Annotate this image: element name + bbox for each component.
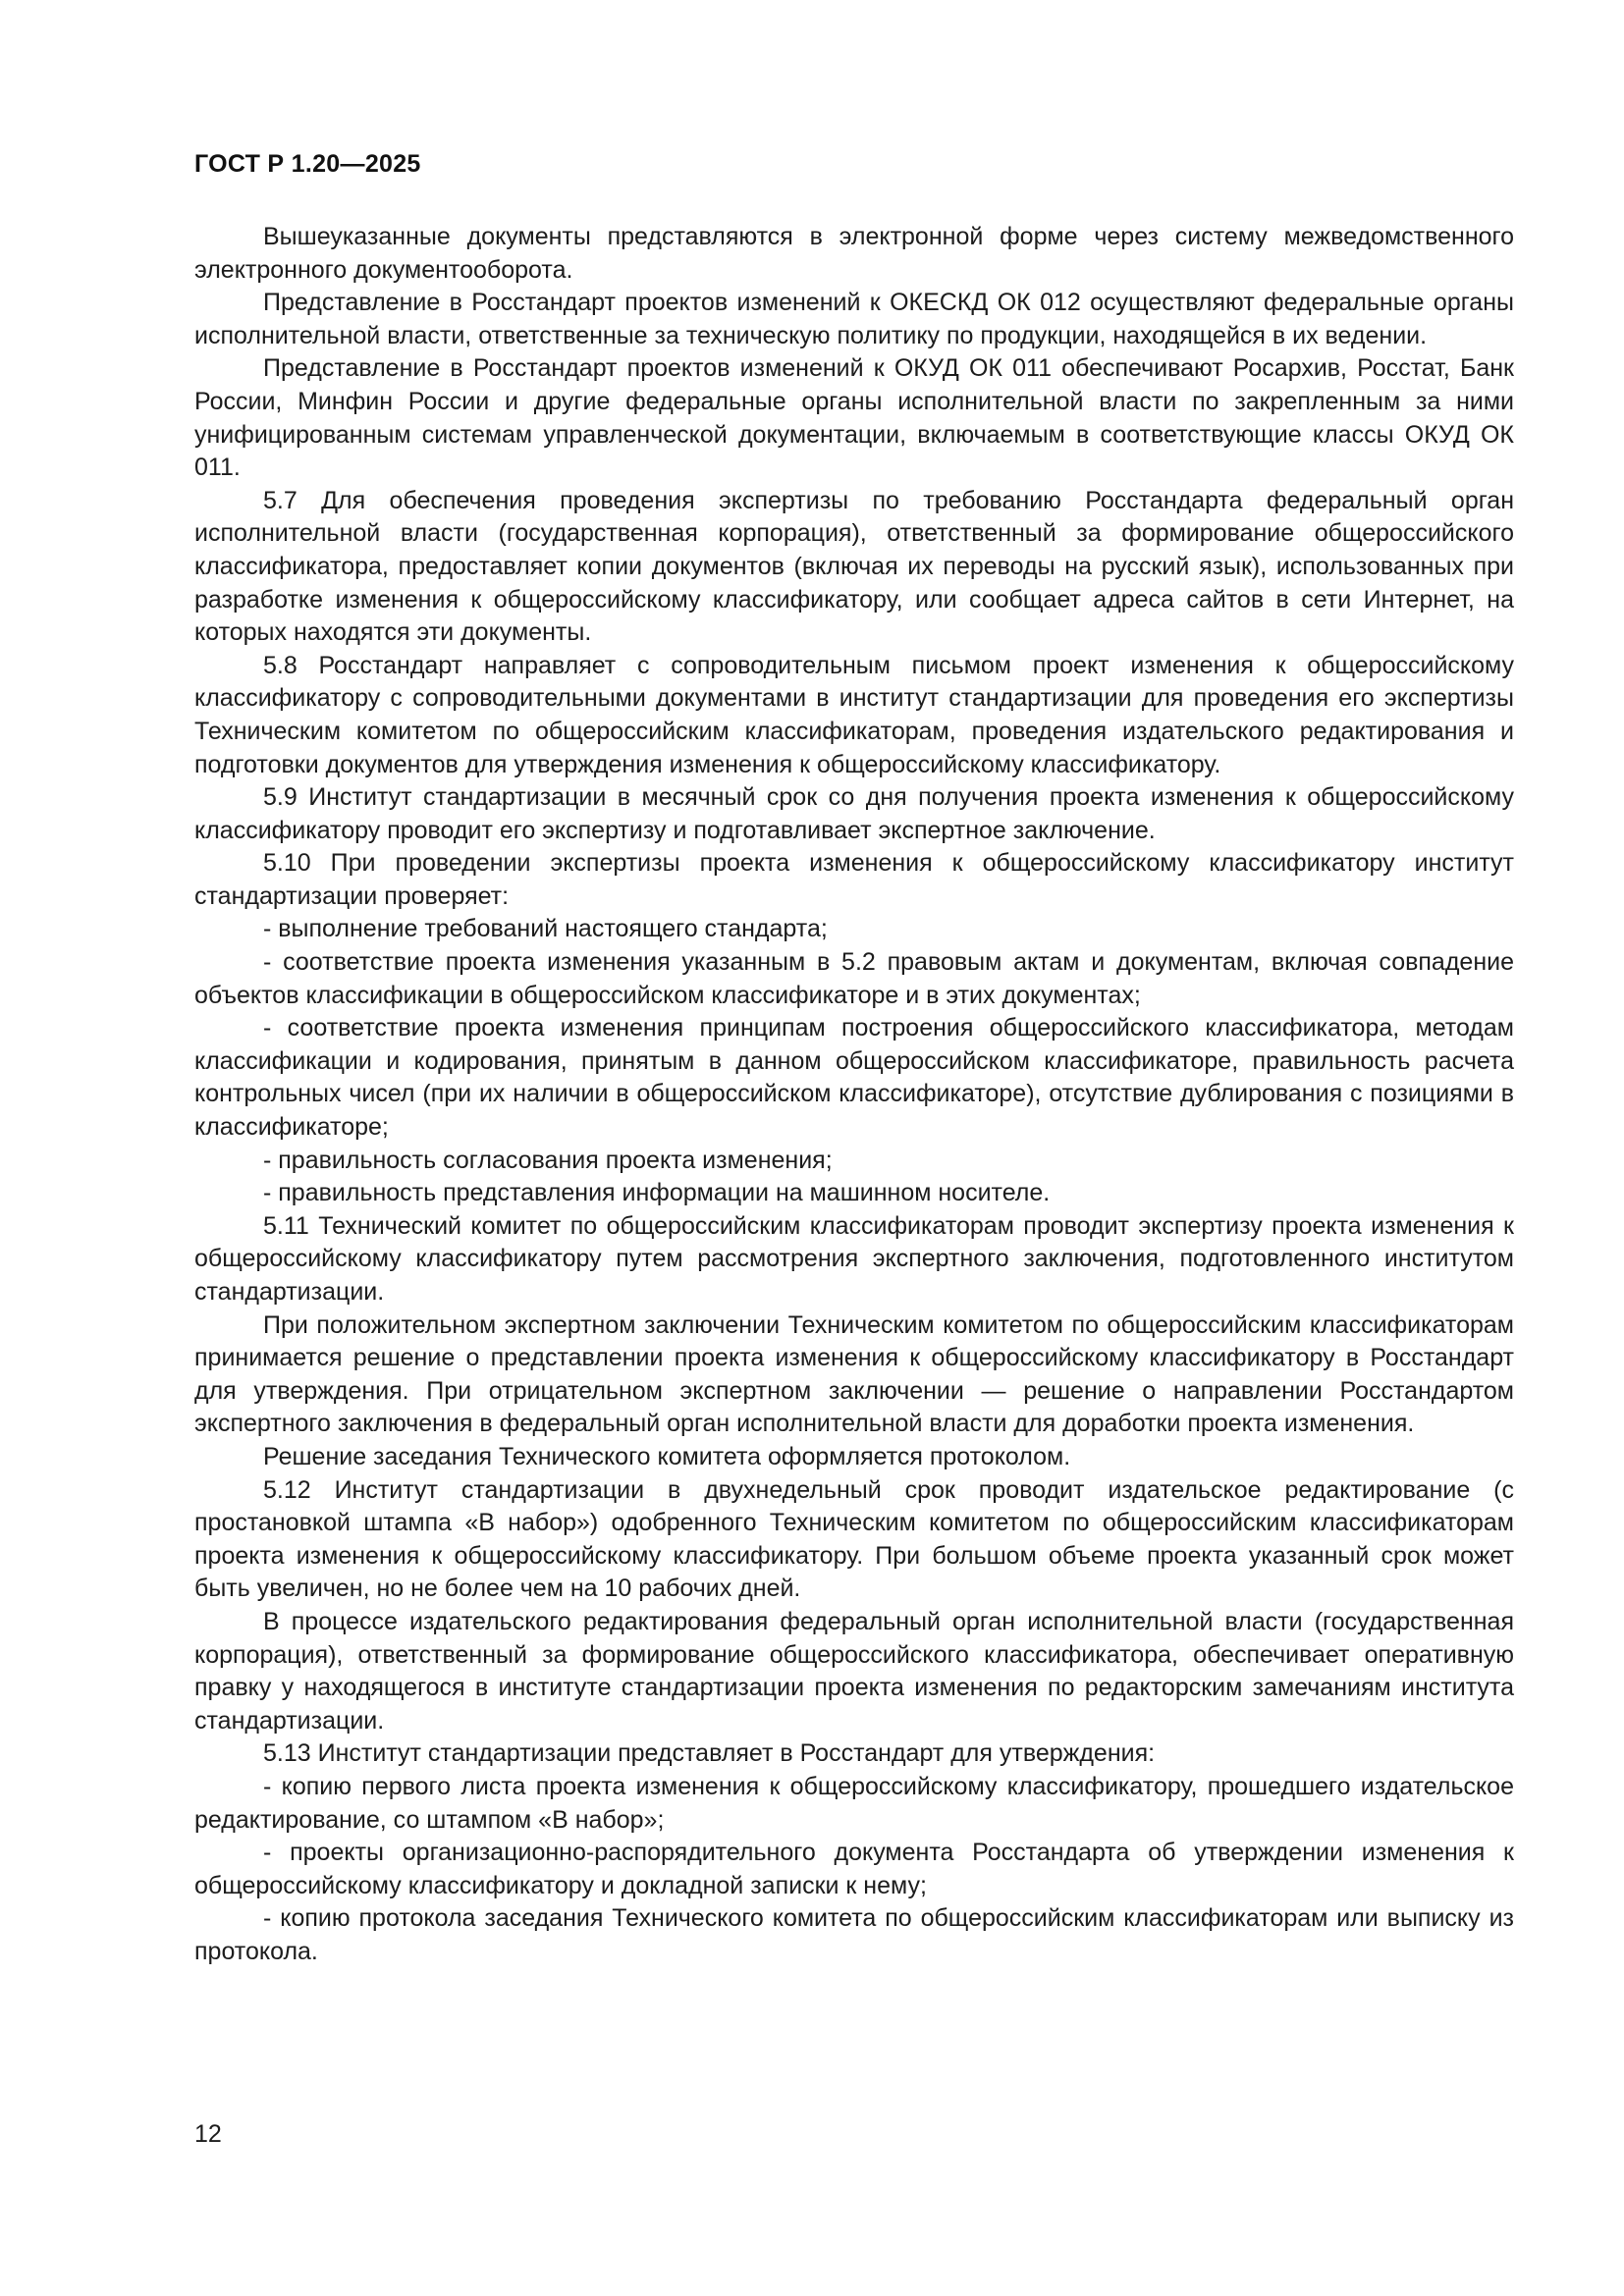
clause-5-12: 5.12 Институт стандартизации в двухнедельный срок проводит издательское редактирование (с простановкой штампа «В набор») одобренного Техническим комитетом по общероссийским классификаторам проекта изменения к общероссийскому классификатору. При большом объеме проекта указанный срок может быть увеличен, но не более чем на 10 рабочих дней.	[194, 1475, 1514, 1603]
list-item-machine-media: - правильность представления информации на машинном носителе.	[263, 1179, 1051, 1207]
list-item-legal-acts: - соответствие проекта изменения указанным в 5.2 правовым актам и документам, включая совпадение объектов классификации в общероссийском классификаторе и в этих документах;	[194, 948, 1514, 1009]
document-code-header: ГОСТ Р 1.20—2025	[194, 150, 421, 178]
paragraph-okud-submission: Представление в Росстандарт проектов изменений к ОКУД ОК 011 обеспечивают Росархив, Росстат, Банк России, Минфин России и другие федеральные органы исполнительной власти по закрепленным за ними унифицированным системам управленческой документации, включаемым в соответствующие классы ОКУД ОК 011.	[194, 354, 1514, 482]
paragraph-committee-decision: При положительном экспертном заключении Техническим комитетом по общероссийским классификаторам принимается решение о представлении проекта изменения к общероссийскому классификатору в Росстандарт для утверждения. При отрицательном экспертном заключении — решение о направлении Росстандартом экспертного заключения в федеральный орган исполнительной власти для доработки проекта изменения.	[194, 1310, 1514, 1438]
paragraph-protocol: Решение заседания Технического комитета оформляется протоколом.	[263, 1442, 1071, 1470]
page-number: 12	[194, 2120, 222, 2148]
document-body	[194, 221, 1514, 1968]
paragraph-editorial-process: В процессе издательского редактирования федеральный орган исполнительной власти (государственная корпорация), ответственный за формирование общероссийского классификатора, обеспечивает оперативную правку у находящегося в институте стандартизации проекта изменения по редакторским замечаниям института стандартизации.	[194, 1607, 1514, 1735]
clause-5-11: 5.11 Технический комитет по общероссийским классификаторам проводит экспертизу проекта изменения к общероссийскому классификатору путем рассмотрения экспертного заключения, подготовленного институтом стандартизации.	[194, 1211, 1514, 1306]
paragraph-electronic-form: Вышеуказанные документы представляются в электронной форме через систему межведомственного электронного документооборота.	[194, 223, 1514, 284]
list-item-order-drafts: - проекты организационно-распорядительного документа Росстандарта об утверждении изменения к общероссийскому классификатору и докладной записки к нему;	[194, 1839, 1514, 1899]
list-item-requirements: - выполнение требований настоящего стандарта;	[263, 915, 828, 943]
list-item-construction-principles: - соответствие проекта изменения принципам построения общероссийского классификатора, методам классификации и кодирования, принятым в данном общероссийском классификаторе, правильность расчета контрольных чисел (при их наличии в общероссийском классификаторе), отсутствие дублирования с позициями в классификаторе;	[194, 1014, 1514, 1142]
list-item-protocol-copy: - копию протокола заседания Технического комитета по общероссийским классификаторам или выписку из протокола.	[194, 1904, 1514, 1965]
list-item-first-sheet-copy: - копию первого листа проекта изменения к общероссийскому классификатору, прошедшего издательское редактирование, со штампом «В набор»;	[194, 1772, 1514, 1834]
paragraph-okeskd-submission: Представление в Росстандарт проектов изменений к ОКЕСКД ОК 012 осуществляют федеральные органы исполнительной власти, ответственные за техническую политику по продукции, находящейся в их ведении.	[194, 289, 1514, 349]
clause-5-13: 5.13 Институт стандартизации представляет в Росстандарт для утверждения:	[263, 1739, 1156, 1768]
clause-5-10: 5.10 При проведении экспертизы проекта изменения к общероссийскому классификатору институт стандартизации проверяет:	[194, 849, 1514, 910]
clause-5-7: 5.7 Для обеспечения проведения экспертизы по требованию Росстандарта федеральный орган исполнительной власти (государственная корпорация), ответственный за формирование общероссийского классификатора, предоставляет копии документов (включая их переводы на русский язык), использованных при разработке изменения к общероссийскому классификатору, или сообщает адреса сайтов в сети Интернет, на которых находятся эти документы.	[194, 486, 1514, 647]
list-item-coordination: - правильность согласования проекта изменения;	[263, 1146, 833, 1174]
clause-5-8: 5.8 Росстандарт направляет с сопроводительным письмом проект изменения к общероссийскому классификатору с сопроводительными документами в институт стандартизации для проведения его экспертизы Техническим комитетом по общероссийским классификаторам, проведения издательского редактирования и подготовки документов для утверждения изменения к общероссийскому классификатору.	[194, 651, 1514, 778]
clause-5-9: 5.9 Институт стандартизации в месячный срок со дня получения проекта изменения к общероссийскому классификатору проводит его экспертизу и подготавливает экспертное заключение.	[194, 783, 1514, 844]
